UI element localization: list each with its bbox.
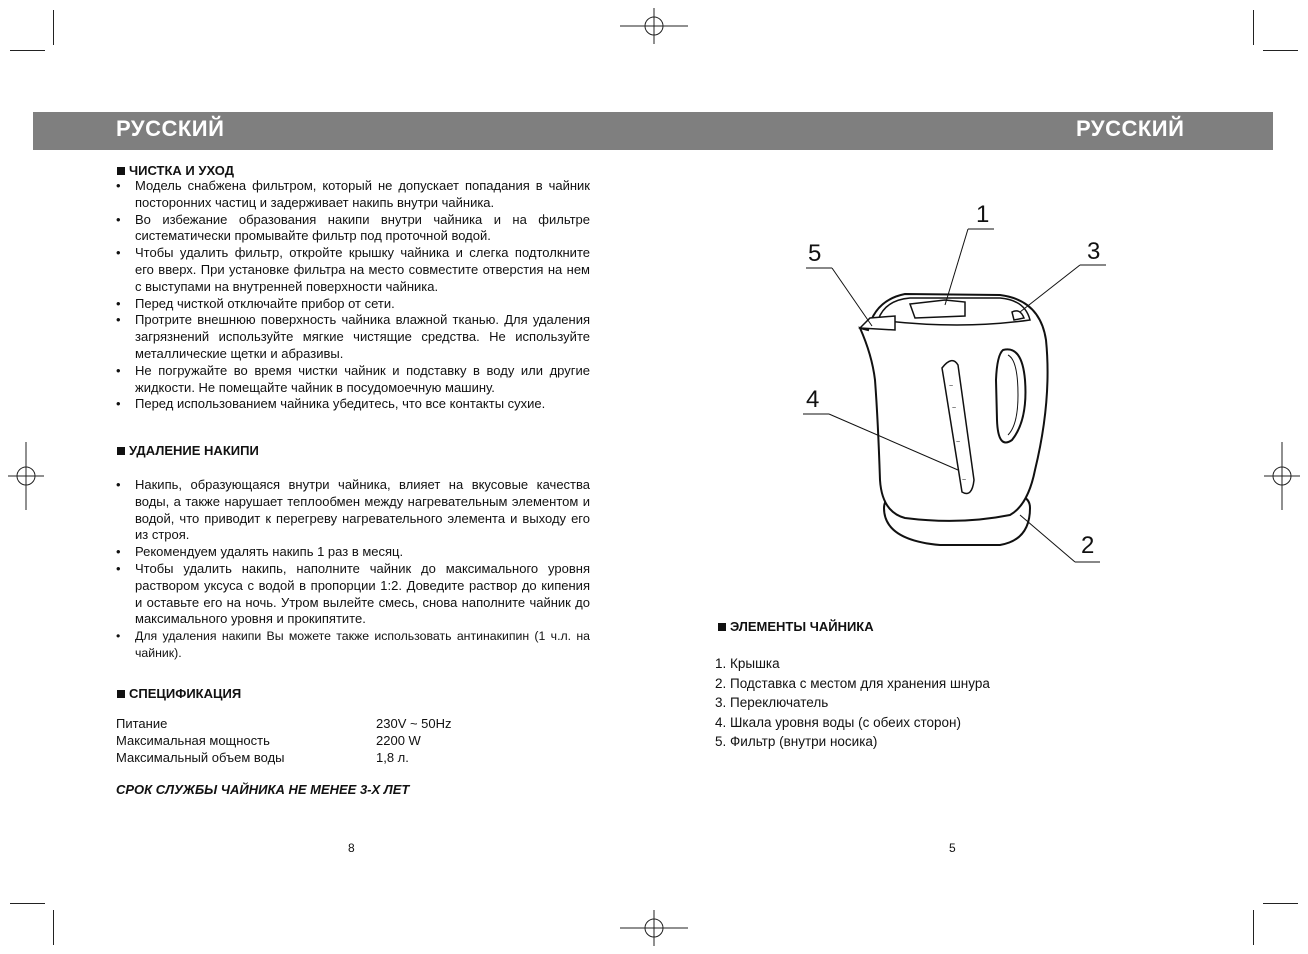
crop-mark	[1263, 50, 1298, 51]
registration-mark-right	[1264, 442, 1300, 510]
list-item: • Не погружайте во время чистки чайник и подставку в воду или другие жидкости. Не помещайте чайник в посудомоечную машину.	[116, 363, 590, 397]
section-title-text: ЧИСТКА И УХОД	[129, 163, 234, 178]
callout-2: 2	[1081, 532, 1095, 559]
section-title-spec	[117, 686, 241, 701]
list-item: • Чтобы удалить фильтр, откройте крышку чайника и слегка подтолкните его вверх. При установке фильтра на место совместите отверстия на нем с выступами на внутренней поверхности чайника.	[116, 245, 590, 295]
svg-text:~: ~	[956, 439, 961, 446]
service-life-note: СРОК СЛУЖБЫ ЧАЙНИКА НЕ МЕНЕЕ 3-Х ЛЕТ	[116, 782, 410, 797]
spec-value: 1,8 л.	[376, 750, 409, 765]
section-title-text: ЭЛЕМЕНТЫ ЧАЙНИКА	[730, 619, 874, 634]
header-title-left: РУССКИЙ	[116, 116, 225, 141]
crop-mark	[1263, 903, 1298, 904]
section-title-descaling	[117, 443, 259, 458]
crop-mark	[1253, 910, 1254, 945]
list-item: • Для удаления накипи Вы можете также использовать антинакипин (1 ч.л. на чайник).	[116, 628, 590, 662]
callout-4: 4	[806, 386, 820, 413]
section-title-text: СПЕЦИФИКАЦИЯ	[129, 686, 242, 701]
spec-label: Максимальная мощность	[116, 733, 270, 748]
crop-mark	[1253, 10, 1254, 45]
square-bullet-icon	[117, 447, 125, 455]
list-item: • Перед чисткой отключайте прибор от сети.	[116, 296, 590, 313]
header-title-right: РУССКИЙ	[1076, 116, 1185, 141]
registration-mark-left	[8, 442, 44, 510]
registration-mark-top	[620, 8, 688, 44]
crop-mark	[53, 10, 54, 45]
square-bullet-icon	[117, 167, 125, 175]
list-item: • Накипь, образующаяся внутри чайника, влияет на вкусовые качества воды, а также нарушает теплообмен между нагревательным элементом и водой, что приводит к перегреву нагревательного элемента и выходу его из строя.	[116, 477, 590, 544]
section-title-text: УДАЛЕНИЕ НАКИПИ	[129, 443, 259, 458]
list-item: • Перед использованием чайника убедитесь, что все контакты сухие.	[116, 396, 590, 413]
svg-text:~: ~	[962, 477, 967, 484]
kettle-spout	[860, 316, 895, 330]
callout-5: 5	[808, 240, 822, 267]
list-item: • Чтобы удалить накипь, наполните чайник до максимального уровня раствором уксуса с водой в пропорции 1:2. Доведите раствор до кипения и оставьте его на ночь. Утром вылейте смесь, снова наполните чайник до максимального уровня и прокипятите.	[116, 561, 590, 628]
crop-mark	[10, 903, 45, 904]
svg-text:~: ~	[952, 405, 957, 412]
square-bullet-icon	[718, 623, 726, 631]
page-number-left: 8	[348, 841, 355, 855]
list-item: • Во избежание образования накипи внутри чайника и на фильтре систематически промывайте фильтр под проточной водой.	[116, 212, 590, 246]
descaling-list	[116, 477, 590, 662]
list-item: • Модель снабжена фильтром, который не допускает попадания в чайник посторонних частиц и задерживает накипь внутри чайника.	[116, 178, 590, 212]
list-item: • Рекомендуем удалять накипь 1 раз в месяц.	[116, 544, 590, 561]
crop-mark	[10, 50, 45, 51]
cleaning-list	[116, 178, 590, 413]
callout-1: 1	[976, 201, 990, 228]
list-item: 3. Переключатель	[715, 695, 829, 711]
registration-mark-bottom	[620, 910, 688, 946]
spec-label: Максимальный объем воды	[116, 750, 285, 765]
lid-button	[910, 300, 965, 318]
parts-list	[715, 654, 990, 752]
spec-label: Питание	[116, 716, 168, 731]
list-item: 4. Шкала уровня воды (с обеих сторон)	[715, 714, 961, 730]
list-item: 1. Крышка	[715, 656, 780, 671]
list-item: 5. Фильтр (внутри носика)	[715, 734, 878, 750]
list-item: • Протрите внешнюю поверхность чайника влажной тканью. Для удаления загрязнений используйте мягкие чистящие средства. Не используйте металлические щетки и абразивы.	[116, 312, 590, 362]
square-bullet-icon	[117, 690, 125, 698]
page-number-right: 5	[949, 841, 956, 855]
spec-value: 2200 W	[376, 733, 421, 748]
callout-3: 3	[1087, 238, 1101, 265]
spec-value: 230V ~ 50Hz	[376, 716, 452, 731]
section-title-parts	[718, 619, 874, 634]
kettle-diagram	[790, 195, 1120, 575]
crop-mark	[53, 910, 54, 945]
svg-text:~: ~	[949, 383, 954, 390]
section-title-cleaning	[117, 163, 234, 178]
list-item: 2. Подставка с местом для хранения шнура	[715, 675, 990, 691]
